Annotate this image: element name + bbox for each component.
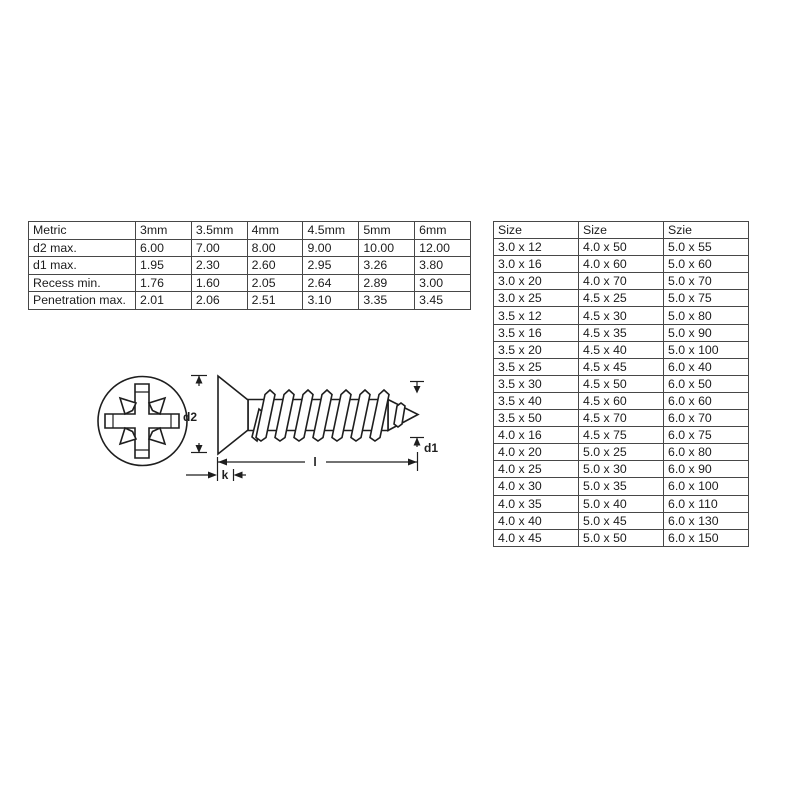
table-row — [494, 239, 749, 256]
cell: 8.00 — [247, 239, 303, 257]
cell: 6.0 x 60 — [664, 392, 749, 409]
cell: 4.0 x 40 — [494, 512, 579, 529]
column-header: Szie — [664, 222, 749, 239]
cell: 6.0 x 130 — [664, 512, 749, 529]
table-row — [494, 307, 749, 324]
table-row — [29, 292, 471, 310]
column-header: 3mm — [136, 222, 192, 240]
cell: 4.0 x 20 — [494, 444, 579, 461]
cell: 2.30 — [191, 257, 247, 275]
cell: 3.00 — [415, 274, 471, 292]
table-row — [29, 257, 471, 275]
cell: 7.00 — [191, 239, 247, 257]
cell: 6.0 x 40 — [664, 358, 749, 375]
cell: 3.80 — [415, 257, 471, 275]
metric-spec-table — [28, 221, 471, 310]
table-row — [494, 290, 749, 307]
cell: 6.0 x 150 — [664, 529, 749, 546]
cell: 4.5 x 40 — [579, 341, 664, 358]
cell: 5.0 x 75 — [664, 290, 749, 307]
pozidriv-wing-se — [149, 428, 165, 444]
table-row — [494, 341, 749, 358]
cell: 5.0 x 30 — [579, 461, 664, 478]
cell: 3.0 x 12 — [494, 239, 579, 256]
cell: 3.35 — [359, 292, 415, 310]
cell: 3.5 x 50 — [494, 410, 579, 427]
cell: 4.0 x 60 — [579, 256, 664, 273]
cell: 5.0 x 45 — [579, 512, 664, 529]
pozidriv-head-view — [98, 377, 187, 466]
column-header: Size — [494, 222, 579, 239]
cell: 3.5 x 20 — [494, 341, 579, 358]
column-header: 3.5mm — [191, 222, 247, 240]
cell: d2 max. — [29, 239, 136, 257]
column-header: Metric — [29, 222, 136, 240]
cell: 3.0 x 16 — [494, 256, 579, 273]
screw-technical-drawing — [85, 358, 453, 488]
cell: 2.06 — [191, 292, 247, 310]
dimension-d1 — [410, 382, 438, 456]
cell: 4.5 x 25 — [579, 290, 664, 307]
cell: 4.5 x 70 — [579, 410, 664, 427]
cell: 4.5 x 75 — [579, 427, 664, 444]
cell: 4.5 x 45 — [579, 358, 664, 375]
cell: 3.5 x 16 — [494, 324, 579, 341]
column-header: Size — [579, 222, 664, 239]
cell: 6.00 — [136, 239, 192, 257]
cell: 4.0 x 16 — [494, 427, 579, 444]
cell: 5.0 x 60 — [664, 256, 749, 273]
label-d2: d2 — [182, 410, 198, 424]
cell: 1.60 — [191, 274, 247, 292]
size-list-table — [493, 221, 749, 547]
cell: 3.0 x 20 — [494, 273, 579, 290]
cell: 5.0 x 40 — [579, 495, 664, 512]
table-row — [494, 273, 749, 290]
label-k: k — [221, 468, 229, 482]
pozidriv-wing-sw — [120, 428, 136, 444]
cell: 2.01 — [136, 292, 192, 310]
screw-side-view — [218, 376, 418, 454]
table-row — [494, 461, 749, 478]
cell: 5.0 x 50 — [579, 529, 664, 546]
cell: 4.0 x 25 — [494, 461, 579, 478]
screw-head — [218, 376, 248, 454]
cell: 3.26 — [359, 257, 415, 275]
cell: 1.76 — [136, 274, 192, 292]
cell: 4.5 x 30 — [579, 307, 664, 324]
dimension-l — [218, 452, 418, 481]
cell: 2.05 — [247, 274, 303, 292]
cell: 4.0 x 45 — [494, 529, 579, 546]
pozidriv-wing-ne — [149, 398, 165, 414]
cell: 4.0 x 30 — [494, 478, 579, 495]
dimension-k — [186, 468, 246, 482]
pozidriv-cross — [105, 384, 179, 458]
cell: Penetration max. — [29, 292, 136, 310]
cell: 6.0 x 75 — [664, 427, 749, 444]
dimension-d2 — [183, 376, 207, 454]
column-header: 5mm — [359, 222, 415, 240]
cell: 4.5 x 50 — [579, 375, 664, 392]
label-l: l — [313, 455, 317, 469]
cell: 3.5 x 25 — [494, 358, 579, 375]
cell: 3.5 x 12 — [494, 307, 579, 324]
table-row — [494, 427, 749, 444]
cell: 3.45 — [415, 292, 471, 310]
cell: 2.89 — [359, 274, 415, 292]
table-row — [494, 324, 749, 341]
cell: d1 max. — [29, 257, 136, 275]
cell: 6.0 x 70 — [664, 410, 749, 427]
cell: 6.0 x 100 — [664, 478, 749, 495]
cell: 3.5 x 30 — [494, 375, 579, 392]
cell: 6.0 x 90 — [664, 461, 749, 478]
cell: 5.0 x 80 — [664, 307, 749, 324]
cell: 6.0 x 110 — [664, 495, 749, 512]
cell: 1.95 — [136, 257, 192, 275]
cell: 2.64 — [303, 274, 359, 292]
cell: 4.5 x 35 — [579, 324, 664, 341]
cell: 3.10 — [303, 292, 359, 310]
table-row — [494, 375, 749, 392]
cell: 6.0 x 80 — [664, 444, 749, 461]
pozidriv-wing-nw — [120, 398, 136, 414]
cell: 2.60 — [247, 257, 303, 275]
cell: 3.0 x 25 — [494, 290, 579, 307]
cell: 4.5 x 60 — [579, 392, 664, 409]
cell: 4.0 x 70 — [579, 273, 664, 290]
cell: 10.00 — [359, 239, 415, 257]
header-row — [29, 222, 471, 240]
cell: 2.95 — [303, 257, 359, 275]
cell: 5.0 x 90 — [664, 324, 749, 341]
column-header: 4.5mm — [303, 222, 359, 240]
table-row — [494, 478, 749, 495]
header-row — [494, 222, 749, 239]
cell: 5.0 x 35 — [579, 478, 664, 495]
cell: 5.0 x 100 — [664, 341, 749, 358]
cell: Recess min. — [29, 274, 136, 292]
cell: 6.0 x 50 — [664, 375, 749, 392]
cell: 9.00 — [303, 239, 359, 257]
table-row — [494, 256, 749, 273]
table-row — [29, 274, 471, 292]
table-row — [494, 512, 749, 529]
label-d1: d1 — [423, 441, 439, 455]
column-header: 4mm — [247, 222, 303, 240]
table-row — [494, 410, 749, 427]
cell: 5.0 x 70 — [664, 273, 749, 290]
table-row — [494, 392, 749, 409]
cell: 5.0 x 55 — [664, 239, 749, 256]
table-row — [494, 529, 749, 546]
cell: 5.0 x 25 — [579, 444, 664, 461]
table-row — [29, 239, 471, 257]
cell: 12.00 — [415, 239, 471, 257]
cell: 4.0 x 35 — [494, 495, 579, 512]
table-row — [494, 444, 749, 461]
cell: 4.0 x 50 — [579, 239, 664, 256]
cell: 3.5 x 40 — [494, 392, 579, 409]
cell: 2.51 — [247, 292, 303, 310]
column-header: 6mm — [415, 222, 471, 240]
table-row — [494, 495, 749, 512]
table-row — [494, 358, 749, 375]
